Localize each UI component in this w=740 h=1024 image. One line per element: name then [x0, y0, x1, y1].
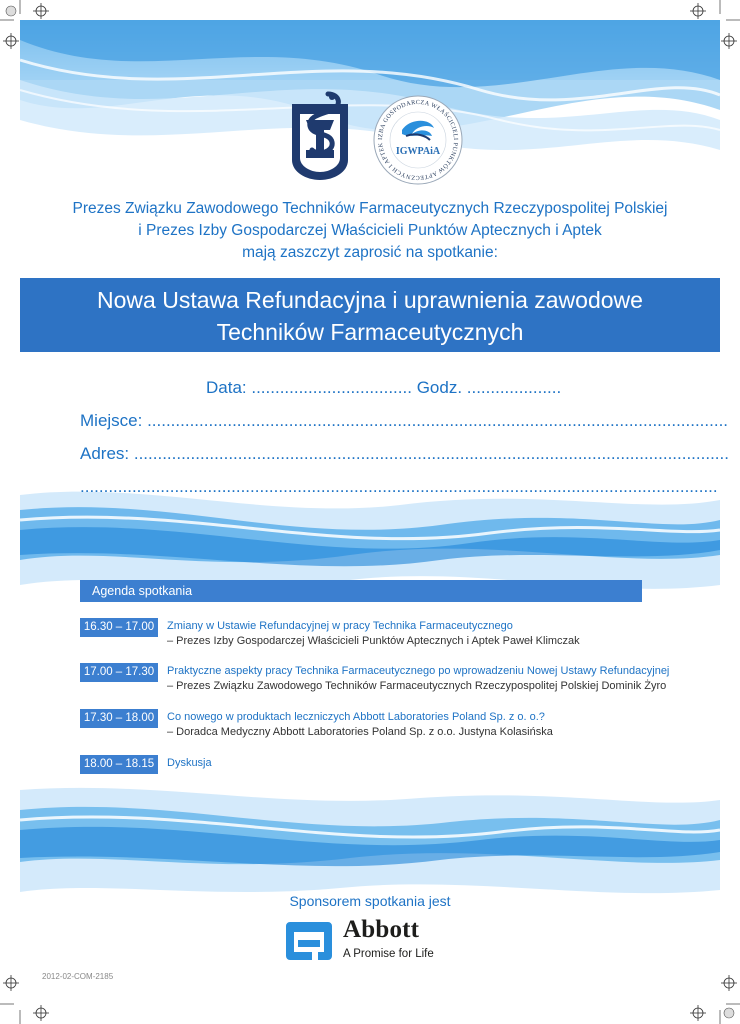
- igwpaia-seal-logo: [372, 94, 464, 186]
- abbott-symbol-icon: [284, 920, 334, 962]
- date-field: [206, 377, 561, 399]
- agenda-speaker: – Prezes Związku Zawodowego Techników Farmaceutycznych Rzeczypospolitej Polskiej Dominik Żyro: [167, 680, 667, 692]
- agenda-topic: Zmiany w Ustawie Refundacyjnej w pracy Technika Farmaceutycznego: [167, 620, 513, 632]
- title-line-1: Nowa Ustawa Refundacyjna i uprawnienia zawodowe: [97, 287, 643, 313]
- pharmacy-technicians-logo: [288, 90, 352, 182]
- agenda-speaker: – Doradca Medyczny Abbott Laboratories Poland Sp. z o.o. Justyna Kolasińska: [167, 726, 553, 738]
- agenda-topic: Co nowego w produktach leczniczych Abbott Laboratories Poland Sp. z o. o.?: [167, 711, 545, 723]
- address-extra-line: .......................................................................................................................................: [80, 477, 718, 496]
- time-label: Godz. ....................: [416, 378, 562, 397]
- sponsor-brand: Abbott: [343, 916, 420, 943]
- agenda-header: Agenda spotkania: [80, 580, 642, 602]
- agenda-topic: Dyskusja: [167, 757, 212, 769]
- sponsor-label: Sponsorem spotkania jest: [289, 893, 451, 909]
- sponsor-tagline: A Promise for Life: [343, 948, 434, 960]
- bottom-wave-decoration: [20, 780, 720, 905]
- intro-line-2: i Prezes Izby Gospodarczej Właścicieli Punktów Aptecznych i Aptek: [138, 222, 602, 239]
- title-banner: [20, 278, 720, 352]
- address-field: Adres: ..............................................................................................................................: [80, 444, 729, 463]
- place-field: Miejsce: ...........................................................................................................................: [80, 411, 729, 430]
- logos-row: [0, 90, 740, 190]
- agenda-time: 17.30 – 18.00: [80, 709, 158, 728]
- agenda-topic: Praktyczne aspekty pracy Technika Farmaceutycznego po wprowadzeniu Nowej Ustawy Refundacyjnej: [167, 665, 670, 677]
- agenda-time: 17.00 – 17.30: [80, 663, 158, 682]
- invitation-intro: [0, 198, 740, 264]
- intro-line-3: mają zaszczyt zaprosić na spotkanie:: [242, 244, 498, 261]
- date-label: Data: ..................................: [206, 378, 412, 397]
- agenda-time: 16.30 – 17.00: [80, 618, 158, 637]
- abbott-logo: [284, 918, 454, 966]
- title-line-2: Techników Farmaceutycznych: [216, 319, 524, 345]
- seal-ring-text: IZBA GOSPODARCZA WŁAŚCICIELI PUNKTÓW APTECZNYCH I APTEK: [376, 98, 460, 182]
- agenda-speaker: – Prezes Izby Gospodarczej Właścicieli Punktów Aptecznych i Aptek Paweł Klimczak: [167, 635, 580, 647]
- document-code: 2012-02-COM-2185: [42, 972, 114, 981]
- agenda-time: 18.00 – 18.15: [80, 755, 158, 774]
- seal-abbreviation: IGWPAiA: [395, 146, 441, 157]
- intro-line-1: Prezes Związku Zawodowego Techników Farmaceutycznych Rzeczypospolitej Polskiej: [72, 200, 668, 217]
